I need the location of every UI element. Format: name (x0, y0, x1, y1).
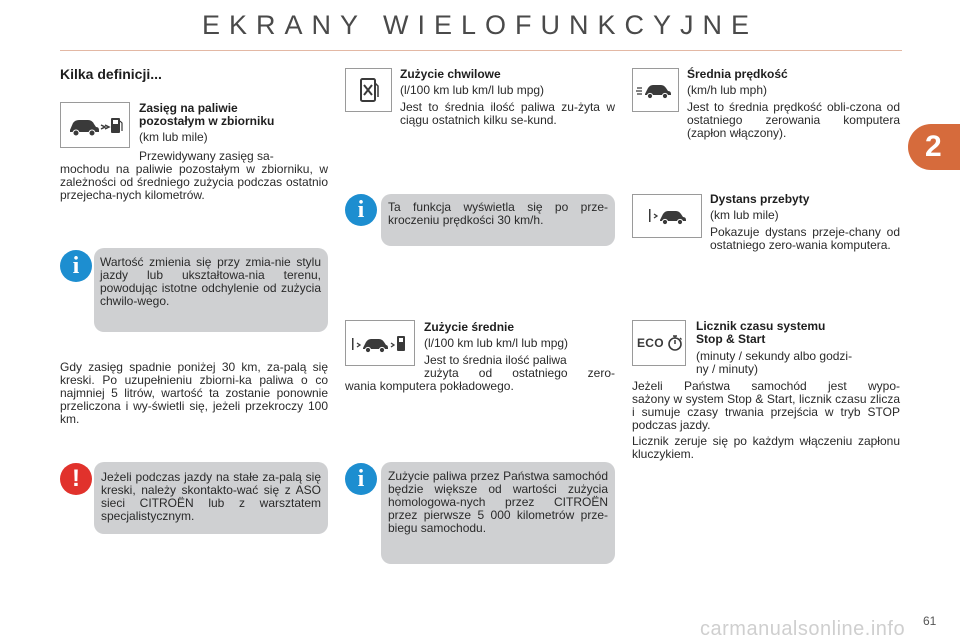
range-title-line2: pozostałym w zbiorniku (139, 114, 275, 128)
page-number: 61 (923, 614, 937, 628)
speed-unit: (km/h lub mph) (687, 83, 768, 97)
distance-travelled-icon (632, 194, 702, 238)
range-fuel-icon (60, 102, 130, 148)
section-title: Kilka definicji... (60, 66, 162, 82)
info-icon: i (60, 250, 92, 282)
stopstart-desc2: Licznik zeruje się po każdym włączeniu zapłonu kluczykiem. (632, 434, 900, 461)
distance-unit: (km lub mile) (710, 208, 779, 222)
instant-desc: Jest to średnia ilość paliwa zu-żyta w ciągu ostatnich kilku se-kund. (400, 100, 615, 127)
average-consumption-icon (345, 320, 415, 366)
instant-title: Zużycie chwilowe (400, 67, 501, 81)
page-header (0, 0, 960, 54)
range-title (139, 102, 274, 128)
range-desc-first-line: Przewidywany zasięg sa- (139, 149, 274, 163)
instant-note: Ta funkcja wyświetla się po prze-kroczeniu prędkości 30 km/h. (381, 194, 615, 246)
distance-title: Dystans przebyty (710, 192, 810, 206)
range-low-text: Gdy zasięg spadnie poniżej 30 km, za-palą się kreski. Po uzupełnieniu zbiorni-ka paliwa o co najmniej 5 litrów, wartość ta zostanie ponownie przeliczona i wy-świetli się, jeżeli przekroczy 100 km. (60, 360, 328, 426)
average-desc-line1: Jest to średnia ilość paliwa (424, 353, 567, 367)
header-divider (60, 50, 902, 51)
chapter-tab[interactable]: 2 (908, 124, 960, 170)
stopstart-title (696, 320, 825, 346)
stopstart-title-line2: Stop & Start (696, 332, 766, 346)
distance-desc: Pokazuje dystans przeje-chany od ostatniego zero-wania komputera. (710, 225, 900, 252)
instant-consumption-icon (345, 68, 392, 112)
watermark: carmanualsonline.info (700, 618, 906, 640)
range-note: Wartość zmienia się przy zmia-nie stylu jazdy lub ukształtowa-nia terenu, powodując istotne odchylenie od zużycia chwilo-wego. (94, 248, 328, 332)
eco-timer-icon (632, 320, 686, 366)
eco-label: ECO (637, 336, 664, 350)
instant-unit: (l/100 km lub km/l lub mpg) (400, 83, 545, 97)
stopstart-unit (696, 350, 900, 376)
stopstart-desc: sażony w system Stop & Start, licznik czasu zlicza i sumuje czasy trwania przejścia w tryb STOP podczas jazdy. (632, 392, 900, 432)
range-title-line1: Zasięg na paliwie (139, 101, 238, 115)
range-desc: mochodu na paliwie pozostałym w zbiorniku, w zależności od średniego zużycia podczas ostatnio przejecha-nych kilometrów. (60, 162, 328, 202)
average-desc-line2: zużyta od ostatniego zero- (424, 366, 615, 380)
speed-desc: Jest to średnia prędkość obli-czona od ostatniego zerowania komputera (zapłon włączony). (687, 100, 900, 140)
info-icon: i (345, 194, 377, 226)
average-desc-line3: wania komputera pokładowego. (345, 379, 514, 393)
stopstart-desc-first-line: Jeżeli Państwa samochód jest wypo- (632, 379, 900, 393)
consumption-note: Zużycie paliwa przez Państwa samochód będzie większe od wartości zużycia homologowa-nych przez CITROËN przez pierwsze 5 000 kilometrów prze-biegu samochodu. (381, 462, 615, 564)
info-icon: i (345, 463, 377, 495)
stopstart-title-line1: Licznik czasu systemu (696, 319, 826, 333)
speed-title: Średnia prędkość (687, 67, 788, 81)
range-unit: (km lub mile) (139, 130, 208, 144)
page-title: EKRANY WIELOFUNKCYJNE (201, 10, 759, 40)
range-warning: Jeżeli podczas jazdy na stałe za-palą się kreski, należy skontakto-wać się z ASO sieci CITROËN lub z warsztatem specjalistycznym. (94, 462, 328, 534)
warning-icon: ! (60, 463, 92, 495)
average-title: Zużycie średnie (424, 320, 515, 334)
average-unit: (l/100 km lub km/l lub mpg) (424, 336, 569, 350)
average-speed-icon (632, 68, 679, 112)
stopstart-unit-line2: ny / minuty) (696, 362, 759, 376)
stopstart-unit-line1: (minuty / sekundy albo godzi- (696, 349, 853, 363)
